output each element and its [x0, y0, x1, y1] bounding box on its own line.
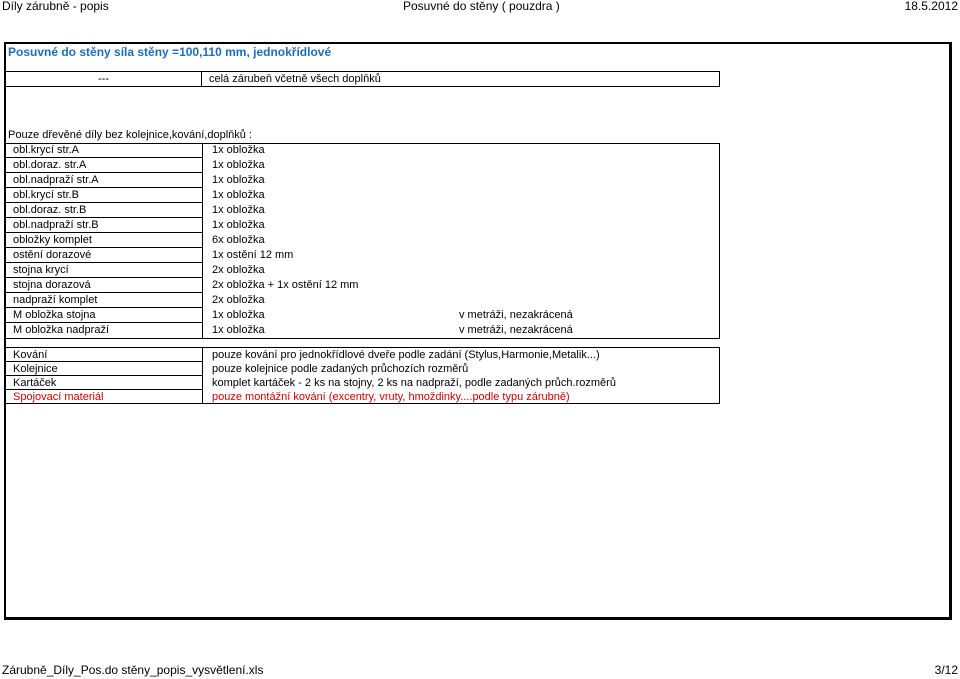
page-title: Posuvné do stěny síla stěny =100,110 mm, jednokřídlové	[8, 45, 332, 59]
parts-row	[6, 233, 719, 247]
parts-row	[6, 143, 719, 157]
accessory-row	[6, 362, 719, 376]
accessory-description: komplet kartáček - 2 ks na stojny, 2 ks na nadpraží, podle zadaných průch.rozměrů	[212, 377, 616, 389]
parts-row	[6, 263, 719, 277]
parts-name: obložky komplet	[13, 234, 92, 246]
accessories-table	[6, 347, 720, 404]
parts-qty: 1x obložka	[212, 144, 265, 156]
footer-page: 3/12	[934, 663, 958, 677]
accessory-row	[6, 348, 719, 362]
parts-note: Pouze dřevěné díly bez kolejnice,kování,doplňků :	[8, 129, 252, 141]
parts-row	[6, 293, 719, 307]
parts-row	[6, 248, 719, 262]
parts-name: obl.nadpraží str.A	[13, 174, 99, 186]
parts-qty: 2x obložka	[212, 294, 265, 306]
accessory-name: Kolejnice	[13, 363, 58, 375]
parts-qty: 6x obložka	[212, 234, 265, 246]
parts-qty: 1x obložka	[212, 189, 265, 201]
parts-table	[6, 143, 720, 339]
parts-row	[6, 218, 719, 232]
parts-row	[6, 323, 719, 337]
parts-name: ostění dorazové	[13, 249, 92, 261]
parts-name: M obložka nadpraží	[13, 324, 109, 336]
parts-name: obl.nadpraží str.B	[13, 219, 99, 231]
parts-row	[6, 203, 719, 217]
variant-description: celá zárubeň včetně všech doplňků	[209, 73, 381, 85]
parts-qty: 1x obložka	[212, 204, 265, 216]
accessory-description: pouze kolejnice podle zadaných průchozích rozměrů	[212, 363, 469, 375]
content-frame	[4, 42, 952, 620]
header-left: Díly zárubně - popis	[2, 0, 109, 13]
parts-qty: 1x obložka	[212, 159, 265, 171]
parts-qty: 1x obložka	[212, 174, 265, 186]
parts-qty: 1x ostění 12 mm	[212, 249, 294, 261]
variant-code: ---	[98, 73, 109, 85]
parts-row	[6, 158, 719, 172]
accessory-description: pouze kování pro jednokřídlové dveře podle zadání (Stylus,Harmonie,Metalik...)	[212, 349, 600, 361]
variant-box	[6, 71, 720, 87]
parts-qty: 1x obložka	[212, 324, 265, 336]
accessory-name: Kování	[13, 349, 48, 361]
accessory-name: Spojovací materiál	[13, 391, 104, 403]
parts-name: stojna krycí	[13, 264, 69, 276]
footer-file: Zárubně_Díly_Pos.do stěny_popis_vysvětlení.xls	[2, 663, 264, 677]
accessory-name: Kartáček	[13, 377, 57, 389]
parts-qty: 1x obložka	[212, 309, 265, 321]
parts-qty: 1x obložka	[212, 219, 265, 231]
parts-name: obl.doraz. str.A	[13, 159, 87, 171]
parts-note: v metráži, nezakrácená	[459, 309, 573, 321]
parts-name: stojna dorazová	[13, 279, 91, 291]
parts-name: nadpraží komplet	[13, 294, 98, 306]
parts-name: obl.krycí str.B	[13, 189, 80, 201]
accessory-description: pouze montážní kování (excentry, vruty, hmoždinky....podle typu zárubně)	[212, 391, 570, 403]
parts-qty: 2x obložka	[212, 264, 265, 276]
parts-qty: 2x obložka + 1x ostění 12 mm	[212, 279, 359, 291]
header-date: 18.5.2012	[904, 0, 958, 13]
parts-name: obl.krycí str.A	[13, 144, 80, 156]
parts-row	[6, 308, 719, 322]
parts-name: M obložka stojna	[13, 309, 96, 321]
parts-row	[6, 173, 719, 187]
accessory-row	[6, 390, 719, 404]
parts-row	[6, 188, 719, 202]
parts-note: v metráži, nezakrácená	[459, 324, 573, 336]
accessory-row	[6, 376, 719, 390]
header-center: Posuvné do stěny ( pouzdra )	[403, 0, 560, 13]
parts-name: obl.doraz. str.B	[13, 204, 87, 216]
parts-row	[6, 278, 719, 292]
